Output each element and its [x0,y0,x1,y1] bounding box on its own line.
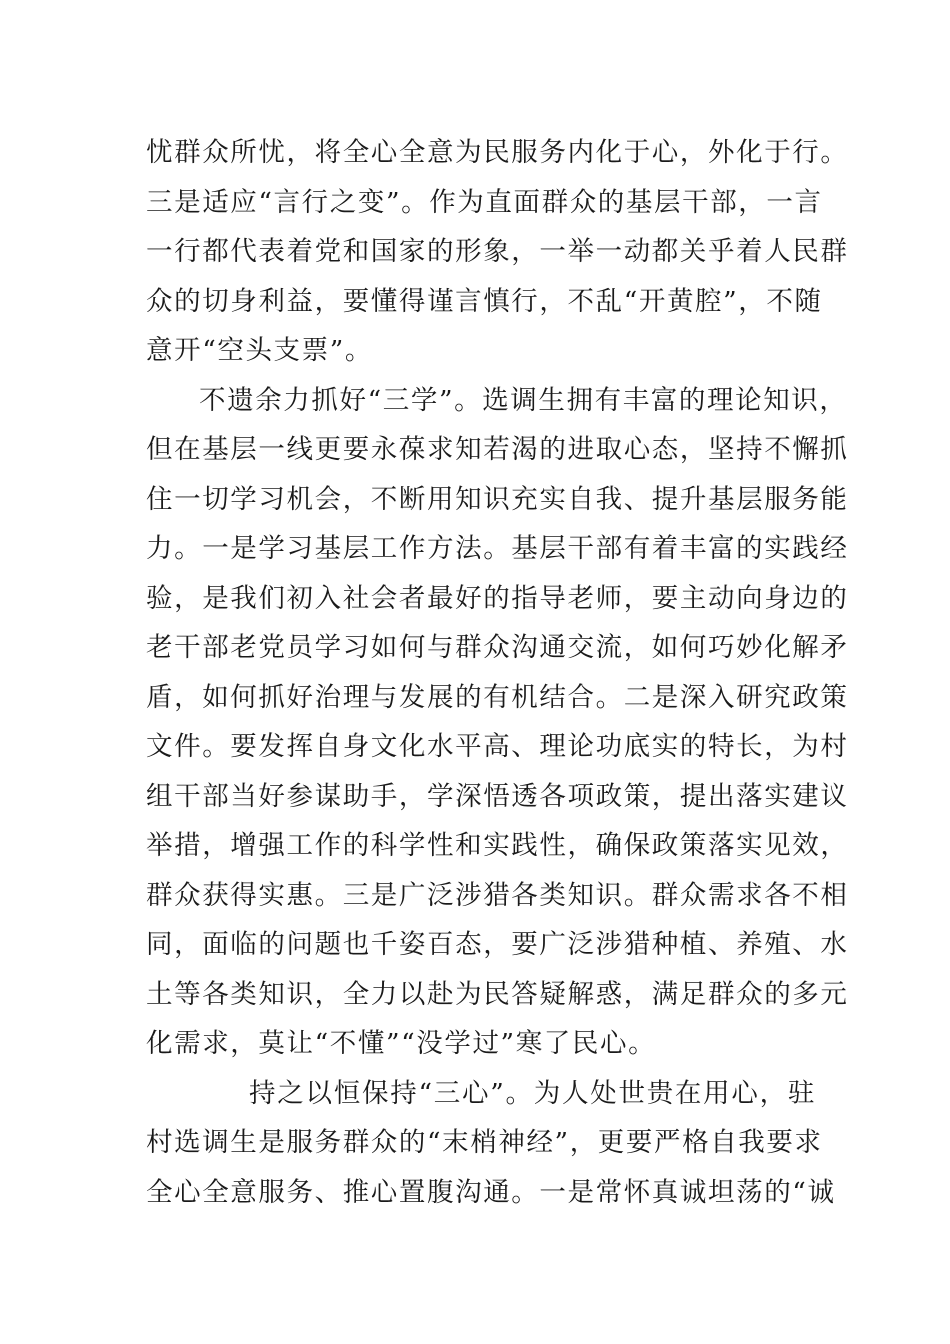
text-line: 同，面临的问题也千姿百态，要广泛涉猎种植、养殖、水 [146,929,849,960]
text-line: 组干部当好参谋助手，学深悟透各项政策，提出落实建议 [146,780,849,812]
text-line: 全心全意服务、推心置腹沟通。一是常怀真诚坦荡的“诚 [146,1176,836,1208]
text-line: 力。一是学习基层工作方法。基层干部有着丰富的实践经 [146,533,849,564]
text-line: 三是适应“言行之变”。作为直面群众的基层干部，一言 [146,186,823,218]
text-line: 意开“空头支票”。 [146,335,373,366]
text-line: 不遗余力抓好“三学”。选调生拥有丰富的理论知识， [199,384,848,416]
paragraph [146,128,849,376]
text-line: 住一切学习机会，不断用知识充实自我、提升基层服务能 [146,483,849,515]
text-line: 群众获得实惠。三是广泛涉猎各类知识。群众需求各不相 [146,879,849,911]
text-line: 盾，如何抓好治理与发展的有机结合。二是深入研究政策 [146,681,849,713]
text-line: 土等各类知识，全力以赴为民答疑解惑，满足群众的多元 [146,978,849,1010]
text-line: 老干部老党员学习如何与群众沟通交流，如何巧妙化解矛 [146,632,849,663]
text-line: 举措，增强工作的科学性和实践性，确保政策落实见效， [146,830,849,861]
document-body [146,128,849,1217]
text-line: 文件。要发挥自身文化水平高、理论功底实的特长，为村 [146,731,849,762]
text-line: 众的切身利益，要懂得谨言慎行，不乱“开黄腔”，不随 [146,285,823,317]
text-line: 但在基层一线更要永葆求知若渴的进取心态，坚持不懈抓 [146,434,849,465]
text-line: 验，是我们初入社会者最好的指导老师，要主动向身边的 [146,582,849,614]
text-line: 一行都代表着党和国家的形象，一举一动都关乎着人民群 [146,236,849,267]
paragraph [146,1069,836,1218]
text-line: 持之以恒保持“三心”。为人处世贵在用心，驻 [249,1077,816,1109]
text-line: 村选调生是服务群众的“末梢神经”，更要严格自我要求 [146,1127,823,1158]
text-line: 化需求，莫让“不懂”“没学过”寒了民心。 [146,1028,657,1059]
paragraph [146,376,849,1069]
text-line: 忧群众所忧，将全心全意为民服务内化于心，外化于行。 [146,137,849,168]
